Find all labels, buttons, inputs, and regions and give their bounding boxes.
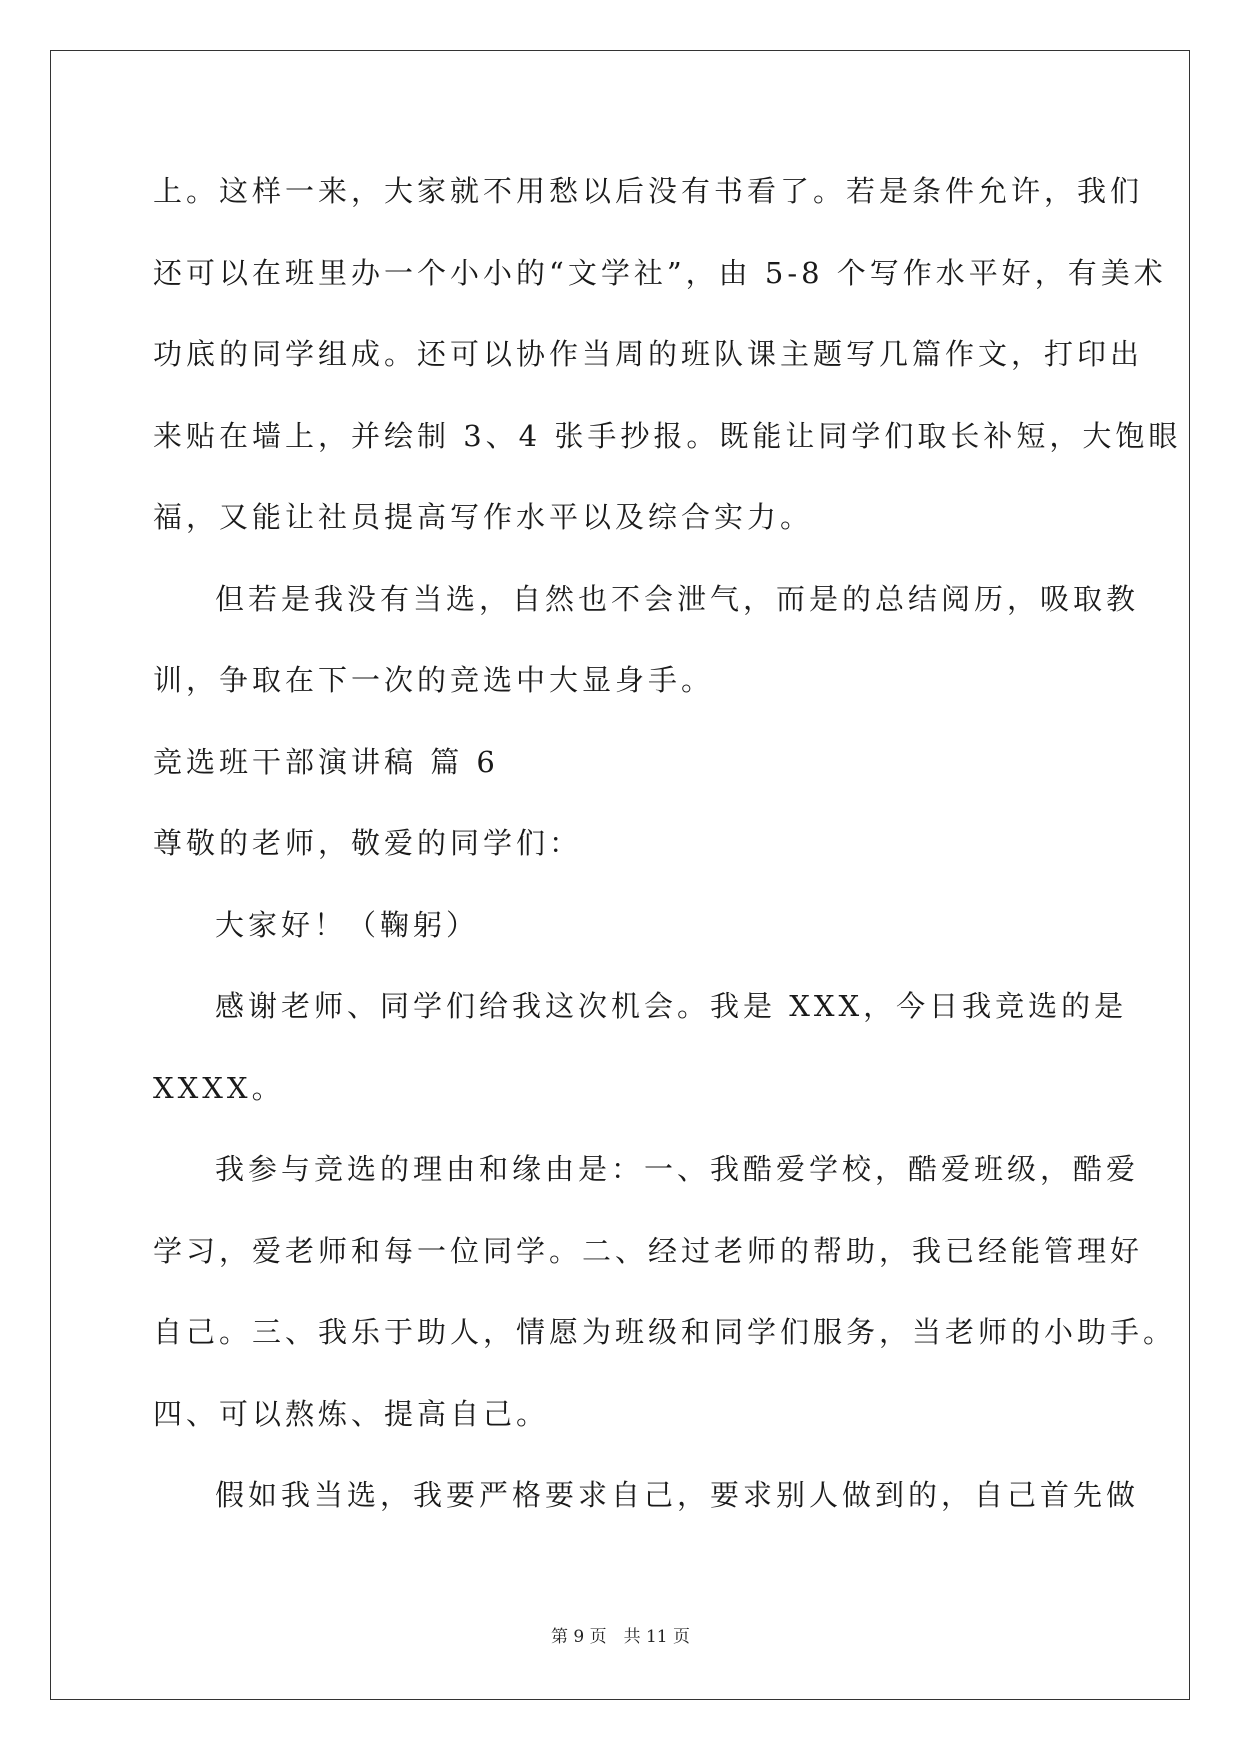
paragraph-line: 自己。三、我乐于助人，情愿为班级和同学们服务，当老师的小助手。: [153, 1315, 1177, 1349]
paragraph-line: 福，又能让社员提高写作水平以及综合实力。: [153, 500, 814, 534]
salutation: 尊敬的老师，敬爱的同学们：: [153, 826, 583, 860]
paragraph-line: 感谢老师、同学们给我这次机会。我是 XXX，今日我竞选的是: [215, 989, 1128, 1023]
paragraph-line: 我参与竞选的理由和缘由是：一、我酷爱学校，酷爱班级，酷爱: [215, 1152, 1140, 1186]
page-number-footer: 第 9 页 共 11 页: [550, 1627, 691, 1647]
paragraph-line: XXXX。: [153, 1071, 285, 1105]
paragraph-line: 学习，爱老师和每一位同学。二、经过老师的帮助，我已经能管理好: [153, 1234, 1144, 1268]
paragraph-line: 上。这样一来，大家就不用愁以后没有书看了。若是条件允许，我们: [153, 174, 1144, 208]
paragraph-line: 四、可以熬炼、提高自己。: [153, 1397, 550, 1431]
paragraph-line: 假如我当选，我要严格要求自己，要求别人做到的，自己首先做: [215, 1478, 1140, 1512]
paragraph-line: 但若是我没有当选，自然也不会泄气，而是的总结阅历，吸取教: [215, 582, 1140, 616]
page-border: [50, 50, 1190, 1700]
paragraph-line: 训，争取在下一次的竞选中大显身手。: [153, 663, 715, 697]
paragraph-line: 还可以在班里办一个小小的“文学社”，由 5-8 个写作水平好，有美术: [153, 256, 1167, 290]
paragraph-line: 来贴在墙上，并绘制 3、4 张手抄报。既能让同学们取长补短，大饱眼: [153, 419, 1182, 453]
section-heading: 竞选班干部演讲稿 篇 6: [153, 745, 499, 779]
paragraph-line: 功底的同学组成。还可以协作当周的班队课主题写几篇作文，打印出: [153, 337, 1144, 371]
paragraph-line: 大家好！（鞠躬）: [215, 908, 480, 942]
